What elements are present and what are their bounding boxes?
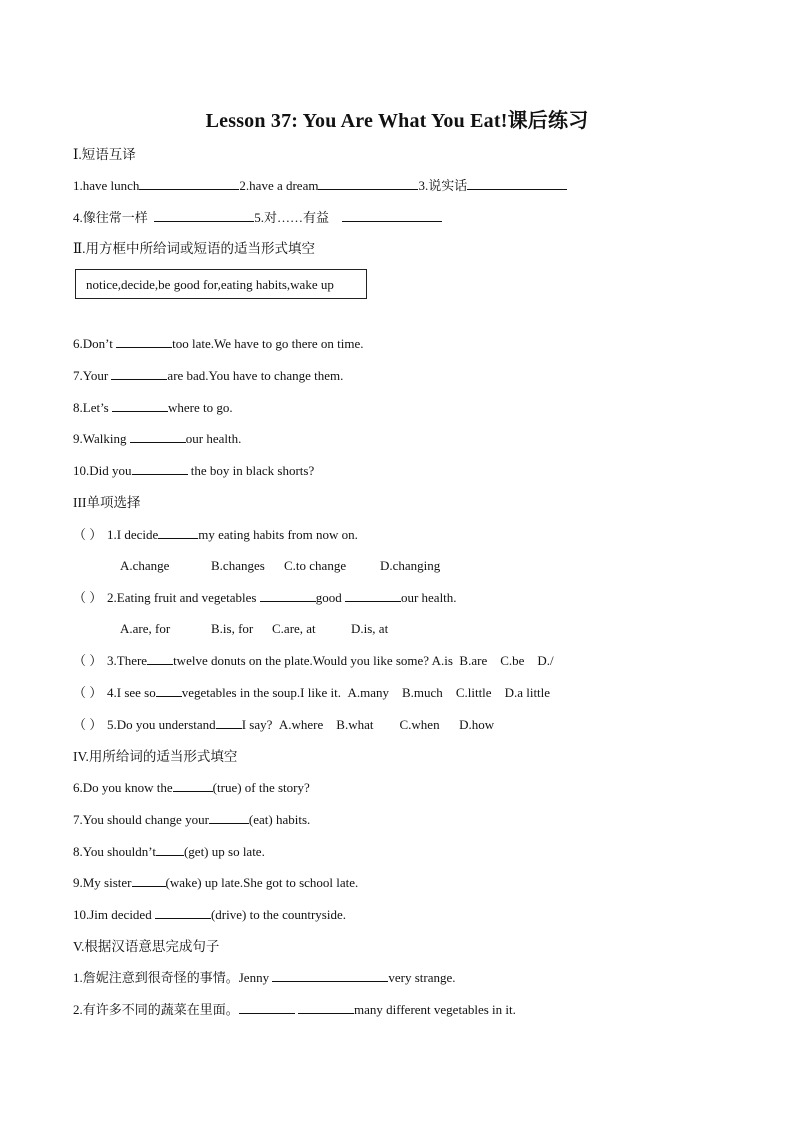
item-text: are bad.You have to change them. (167, 368, 344, 383)
answer-blank[interactable] (154, 209, 254, 222)
mc-question-3 (73, 652, 554, 670)
section1-row-1 (73, 177, 567, 195)
section2-item-7 (73, 367, 343, 385)
item-text: 7.Your (73, 368, 112, 383)
answer-blank[interactable] (298, 1001, 354, 1014)
item-text: where to go. (168, 400, 233, 415)
q3-option-d: D./ (537, 653, 554, 668)
answer-blank[interactable] (139, 177, 239, 190)
item-text: the boy in black shorts? (187, 463, 315, 478)
question-text: twelve donuts on the plate.Would you like some? A.is (173, 653, 453, 668)
question-text: 2.Eating fruit and vegetables (107, 590, 260, 605)
answer-blank[interactable] (158, 526, 198, 539)
q2-option-c: C.are, at (272, 621, 316, 636)
answer-blank[interactable] (132, 462, 188, 475)
q3-option-c: C.be (500, 653, 525, 668)
item-text: our health. (185, 431, 242, 446)
question-text: good (315, 590, 345, 605)
item-text: 1.詹妮注意到很奇怪的事情。Jenny (73, 970, 273, 985)
question-text: our health. (400, 590, 457, 605)
answer-blank[interactable] (173, 779, 213, 792)
item-text: 7.You should change your (73, 812, 209, 827)
answer-paren[interactable]: （ ） (73, 590, 103, 605)
question-text: 4.I see so (107, 685, 156, 700)
section4-item-7 (73, 811, 310, 829)
item-text: 9.Walking (73, 431, 130, 446)
q4-option-b: B.much (402, 685, 443, 700)
q5-option-b: B.what (336, 717, 374, 732)
item-text: too late.We have to go there on time. (172, 336, 364, 351)
word-box: notice,decide,be good for,eating habits,wake up (75, 269, 367, 299)
section4-heading: IV.用所给词的适当形式填空 (73, 749, 238, 764)
question-text: my eating habits from now on. (198, 527, 358, 542)
phrase-1: 1.have lunch (73, 178, 140, 193)
section2-item-9 (73, 430, 241, 448)
answer-blank[interactable] (209, 811, 249, 824)
mc-question-5 (73, 716, 494, 734)
item-text: very strange. (388, 970, 456, 985)
section4-item-8 (73, 843, 265, 861)
answer-blank[interactable] (318, 177, 418, 190)
question-text: vegetables in the soup.I like it. (181, 685, 341, 700)
answer-blank[interactable] (156, 684, 182, 697)
item-text: (wake) up late.She got to school late. (165, 875, 359, 890)
question-text: 1.I decide (107, 527, 159, 542)
answer-blank[interactable] (345, 589, 401, 602)
answer-blank[interactable] (156, 843, 184, 856)
item-text: 10.Jim decided (73, 907, 155, 922)
phrase-2: 2.have a dream (239, 178, 319, 193)
answer-blank[interactable] (130, 430, 186, 443)
q2-option-a: A.are, for (120, 621, 171, 636)
q1-option-b: B.changes (211, 558, 265, 573)
answer-blank[interactable] (132, 874, 166, 887)
q2-option-b: B.is, for (211, 621, 254, 636)
answer-blank[interactable] (342, 209, 442, 222)
section4-item-10 (73, 906, 346, 924)
answer-blank[interactable] (216, 716, 242, 729)
section2-item-6 (73, 335, 363, 353)
q2-option-d: D.is, at (351, 621, 389, 636)
q4-option-a: A.many (347, 685, 389, 700)
item-text: many different vegetables in it. (354, 1002, 516, 1017)
section1-heading: Ⅰ.短语互译 (73, 147, 136, 162)
question-text: 5.Do you understand (107, 717, 216, 732)
section5-item-1 (73, 969, 455, 987)
item-text: 6.Do you know the (73, 780, 173, 795)
item-text: 6.Don’t (73, 336, 117, 351)
mc-question-1 (73, 526, 358, 544)
phrase-3: 3.说实话 (418, 178, 468, 193)
answer-paren[interactable]: （ ） (73, 527, 103, 542)
question-text: I say? (241, 717, 273, 732)
section1-row-2 (73, 209, 442, 227)
q1-option-d: D.changing (380, 558, 441, 573)
q5-option-a: A.where (278, 717, 324, 732)
section5-heading: V.根据汉语意思完成句子 (73, 939, 220, 954)
item-text: (true) of the story? (212, 780, 310, 795)
answer-paren[interactable]: （ ） (73, 685, 103, 700)
item-text: 8.You shouldn’t (73, 844, 156, 859)
mc-question-2 (73, 589, 457, 607)
section2-heading: Ⅱ.用方框中所给词或短语的适当形式填空 (73, 241, 316, 256)
q1-option-a: A.change (120, 558, 170, 573)
answer-blank[interactable] (260, 589, 316, 602)
item-text: 2.有许多不同的蔬菜在里面。 (73, 1002, 239, 1017)
answer-blank[interactable] (272, 969, 388, 982)
answer-paren[interactable]: （ ） (73, 717, 103, 732)
phrase-4: 4.像往常一样 (73, 210, 148, 225)
q3-option-b: B.are (459, 653, 488, 668)
section2-item-8 (73, 399, 233, 417)
q5-option-d: D.how (459, 717, 495, 732)
item-text: 10.Did you (73, 463, 132, 478)
section4-item-6 (73, 779, 310, 797)
answer-blank[interactable] (467, 177, 567, 190)
section5-item-2 (73, 1001, 516, 1019)
section4-item-9 (73, 874, 358, 892)
section3-heading: III单项选择 (73, 495, 141, 510)
answer-blank[interactable] (116, 335, 172, 348)
phrase-5: 5.对……有益 (254, 210, 330, 225)
answer-blank[interactable] (112, 399, 168, 412)
q1-option-c: C.to change (284, 558, 347, 573)
q4-option-c: C.little (455, 685, 492, 700)
question-text: 3.There (107, 653, 148, 668)
answer-blank[interactable] (239, 1001, 295, 1014)
page-title: Lesson 37: You Are What You Eat!课后练习 (205, 110, 589, 132)
answer-blank[interactable] (155, 906, 211, 919)
item-text: (get) up so late. (183, 844, 265, 859)
mc-question-4 (73, 684, 550, 702)
answer-blank[interactable] (147, 652, 173, 665)
item-text: (drive) to the countryside. (210, 907, 346, 922)
answer-paren[interactable]: （ ） (73, 653, 103, 668)
item-text: 8.Let’s (73, 400, 112, 415)
section2-item-10 (73, 462, 314, 480)
answer-blank[interactable] (111, 367, 167, 380)
item-text: (eat) habits. (248, 812, 311, 827)
q4-option-d: D.a little (504, 685, 551, 700)
item-text: 9.My sister (73, 875, 132, 890)
q5-option-c: C.when (399, 717, 440, 732)
